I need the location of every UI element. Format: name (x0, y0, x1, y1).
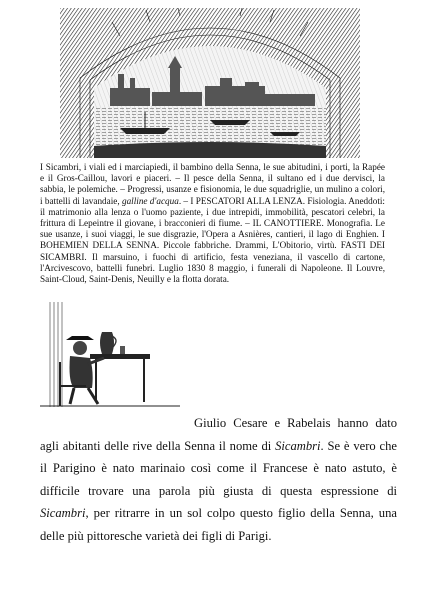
engraving-man-seated-at-table (40, 302, 180, 412)
body-paragraph (40, 412, 397, 547)
body-paragraph-text: Giulio Cesare e Rabelais hanno dato agli abitanti delle rive della Senna il nome di Sicambri. Se è vero che il Parigino è nato marinaio così come il Francese è nato astuto, è difficile trovare una parola più giusta di questa espressione di Sicambri, per ritrarre in un sol colpo questo figlio della Senna, una delle più pittoresche varietà dei figli di Parigi. (40, 416, 397, 543)
chapter-summary-text: I Sicambri, i viali ed i marciapiedi, il bambino della Senna, le sue abitudini, i porti, la Rapée e il Gros-Caillou, lavori e piaceri. – Il pesce della Senna, il sultano ed i due dervisci, la sabbia, le polemiche. – Progressi, usanze e fisionomia, le due squadriglie, un mulino a colori, i battelli di lavandaie, galline d'acqua. – I PESCATORI ALLA LENZA. Fisiologia. Aneddoti: il matrimonio alla lenza o l'uomo paziente, i due intrepidi, immobilità, pescatori celebri, la frittura di Lepeintre il giovane, i bracconieri di fiume. – IL CANOTTIERE. Monografia. Le sue usanze, i suoi viaggi, le sue disgrazie, l'Opera a Asnières, cantieri, il lago di Enghien. I BOHEMIEN DELLA SENNA. Piccole fabbriche. Drammi, L'Obitorio, virtù. FASTI DEI SICAMBRI. Il marsuino, i fuochi di artificio, festa veneziana, il vascello di cartone, l'Arcivescovo, battelli funebri. Luglio 1830 8 maggio, i funerali di Napoleone. Il Louvre, Saint-Cloud, Saint-Denis, Neuilly e la flotta dorata. (40, 162, 385, 285)
engraving-river-seine-bridge-arch (60, 8, 360, 158)
chapter-summary (40, 162, 385, 285)
